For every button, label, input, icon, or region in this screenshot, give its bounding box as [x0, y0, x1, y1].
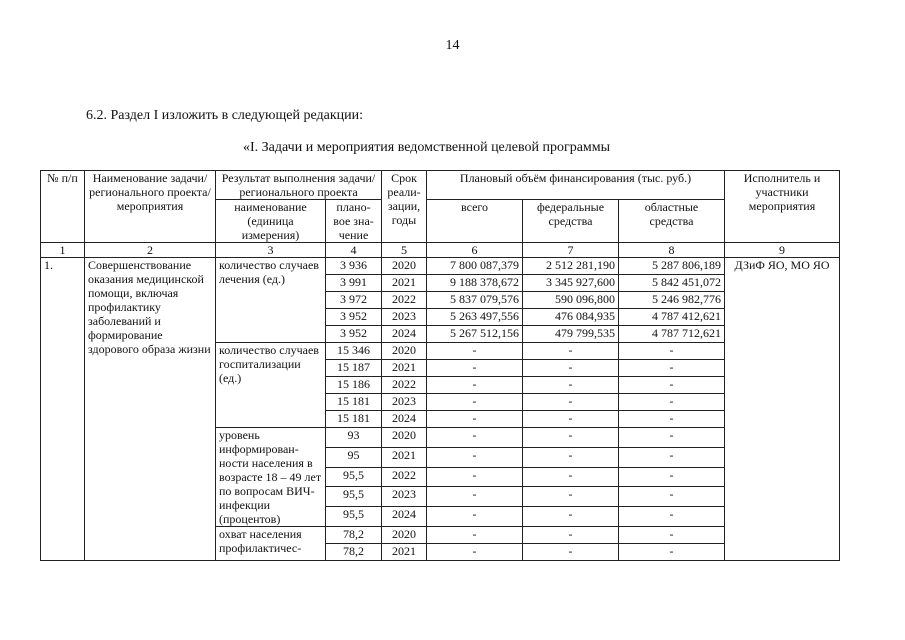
plan-value: 78,2 — [326, 544, 382, 561]
funding-federal: 476 084,935 — [523, 309, 619, 326]
funding-federal: 590 096,800 — [523, 292, 619, 309]
funding-regional: - — [619, 544, 725, 561]
executor: ДЗиФ ЯО, МО ЯО — [725, 258, 840, 561]
header-regional: областные средства — [619, 200, 725, 243]
plan-value: 95 — [326, 447, 382, 467]
col-number: 6 — [427, 243, 523, 258]
col-number: 9 — [725, 243, 840, 258]
year: 2022 — [382, 292, 427, 309]
program-heading: «I. Задачи и мероприятия ведомственной целевой программы — [243, 140, 611, 155]
funding-federal: - — [523, 360, 619, 377]
header-result-name: наименование (единица измерения) — [216, 200, 326, 243]
year: 2023 — [382, 394, 427, 411]
header-executor: Исполнитель и участники мероприятия — [725, 171, 840, 243]
header-funding: Плановый объём финансирования (тыс. руб.) — [427, 171, 725, 200]
program-table-body — [41, 258, 840, 561]
funding-regional: - — [619, 343, 725, 360]
funding-federal: - — [523, 507, 619, 527]
funding-federal: - — [523, 544, 619, 561]
funding-regional: - — [619, 527, 725, 544]
year: 2023 — [382, 487, 427, 507]
header-total: всего — [427, 200, 523, 243]
plan-value: 95,5 — [326, 467, 382, 487]
year: 2022 — [382, 467, 427, 487]
col-number: 8 — [619, 243, 725, 258]
plan-value: 15 181 — [326, 394, 382, 411]
page-number: 14 — [445, 38, 460, 53]
col-number: 7 — [523, 243, 619, 258]
header-term: Срок реали-зации, годы — [382, 171, 427, 243]
program-table — [40, 170, 840, 561]
funding-total: - — [427, 507, 523, 527]
funding-total: 5 837 079,576 — [427, 292, 523, 309]
indicator-name: количество случаев лечения (ед.) — [216, 258, 326, 343]
col-number: 1 — [41, 243, 85, 258]
table-row — [41, 258, 840, 275]
plan-value: 93 — [326, 428, 382, 448]
plan-value: 3 936 — [326, 258, 382, 275]
funding-regional: 5 842 451,072 — [619, 275, 725, 292]
funding-total: - — [427, 360, 523, 377]
funding-regional: - — [619, 507, 725, 527]
year: 2024 — [382, 411, 427, 428]
plan-value: 78,2 — [326, 527, 382, 544]
col-number: 3 — [216, 243, 326, 258]
indicator-name: уровень информирован-ности населения в возрасте 18 – 49 лет по вопросам ВИЧ-инфекции (процентов) — [216, 428, 326, 527]
funding-federal: - — [523, 377, 619, 394]
year: 2023 — [382, 309, 427, 326]
section-line: 6.2. Раздел I изложить в следующей редакции: — [86, 108, 364, 123]
funding-federal: 3 345 927,600 — [523, 275, 619, 292]
year: 2021 — [382, 275, 427, 292]
funding-federal: - — [523, 487, 619, 507]
funding-total: 7 800 087,379 — [427, 258, 523, 275]
funding-total: 5 263 497,556 — [427, 309, 523, 326]
funding-federal: - — [523, 527, 619, 544]
year: 2021 — [382, 447, 427, 467]
funding-federal: 479 799,535 — [523, 326, 619, 343]
funding-total: - — [427, 377, 523, 394]
funding-total: - — [427, 467, 523, 487]
funding-regional: 5 246 982,776 — [619, 292, 725, 309]
funding-federal: - — [523, 394, 619, 411]
plan-value: 15 181 — [326, 411, 382, 428]
funding-regional: - — [619, 487, 725, 507]
header-name: Наименование задачи/ регионального проекта/ мероприятия — [85, 171, 216, 243]
funding-regional: - — [619, 394, 725, 411]
row-number: 1. — [41, 258, 85, 561]
funding-regional: 4 787 412,621 — [619, 309, 725, 326]
col-number: 2 — [85, 243, 216, 258]
header-num: № п/п — [41, 171, 85, 243]
funding-federal: - — [523, 467, 619, 487]
funding-regional: - — [619, 360, 725, 377]
funding-federal: 2 512 281,190 — [523, 258, 619, 275]
plan-value: 3 991 — [326, 275, 382, 292]
header-result: Результат выполнения задачи/ регионального проекта — [216, 171, 382, 200]
plan-value: 3 972 — [326, 292, 382, 309]
funding-total: - — [427, 527, 523, 544]
col-number: 4 — [326, 243, 382, 258]
year: 2020 — [382, 527, 427, 544]
funding-federal: - — [523, 411, 619, 428]
funding-total: - — [427, 411, 523, 428]
funding-total: - — [427, 343, 523, 360]
header-result-plan: плано-вое зна-чение — [326, 200, 382, 243]
year: 2021 — [382, 360, 427, 377]
funding-federal: - — [523, 428, 619, 448]
plan-value: 95,5 — [326, 487, 382, 507]
funding-total: 9 188 378,672 — [427, 275, 523, 292]
plan-value: 15 346 — [326, 343, 382, 360]
plan-value: 15 186 — [326, 377, 382, 394]
funding-regional: - — [619, 428, 725, 448]
task-name: Совершенствование оказания медицинской помощи, включая профилактику заболеваний и формирование здорового образа жизни — [85, 258, 216, 561]
funding-total: - — [427, 394, 523, 411]
year: 2024 — [382, 326, 427, 343]
funding-regional: - — [619, 447, 725, 467]
plan-value: 95,5 — [326, 507, 382, 527]
year: 2020 — [382, 428, 427, 448]
funding-total: 5 267 512,156 — [427, 326, 523, 343]
indicator-name: охват населения профилактичес- — [216, 527, 326, 561]
year: 2020 — [382, 258, 427, 275]
funding-regional: - — [619, 377, 725, 394]
funding-total: - — [427, 428, 523, 448]
plan-value: 3 952 — [326, 326, 382, 343]
year: 2022 — [382, 377, 427, 394]
plan-value: 15 187 — [326, 360, 382, 377]
funding-regional: 5 287 806,189 — [619, 258, 725, 275]
funding-federal: - — [523, 447, 619, 467]
year: 2024 — [382, 507, 427, 527]
plan-value: 3 952 — [326, 309, 382, 326]
indicator-name: количество случаев госпитализации (ед.) — [216, 343, 326, 428]
funding-total: - — [427, 447, 523, 467]
funding-regional: - — [619, 467, 725, 487]
funding-regional: - — [619, 411, 725, 428]
funding-federal: - — [523, 343, 619, 360]
header-federal: федеральные средства — [523, 200, 619, 243]
funding-total: - — [427, 487, 523, 507]
funding-regional: 4 787 712,621 — [619, 326, 725, 343]
year: 2020 — [382, 343, 427, 360]
year: 2021 — [382, 544, 427, 561]
funding-total: - — [427, 544, 523, 561]
col-number: 5 — [382, 243, 427, 258]
